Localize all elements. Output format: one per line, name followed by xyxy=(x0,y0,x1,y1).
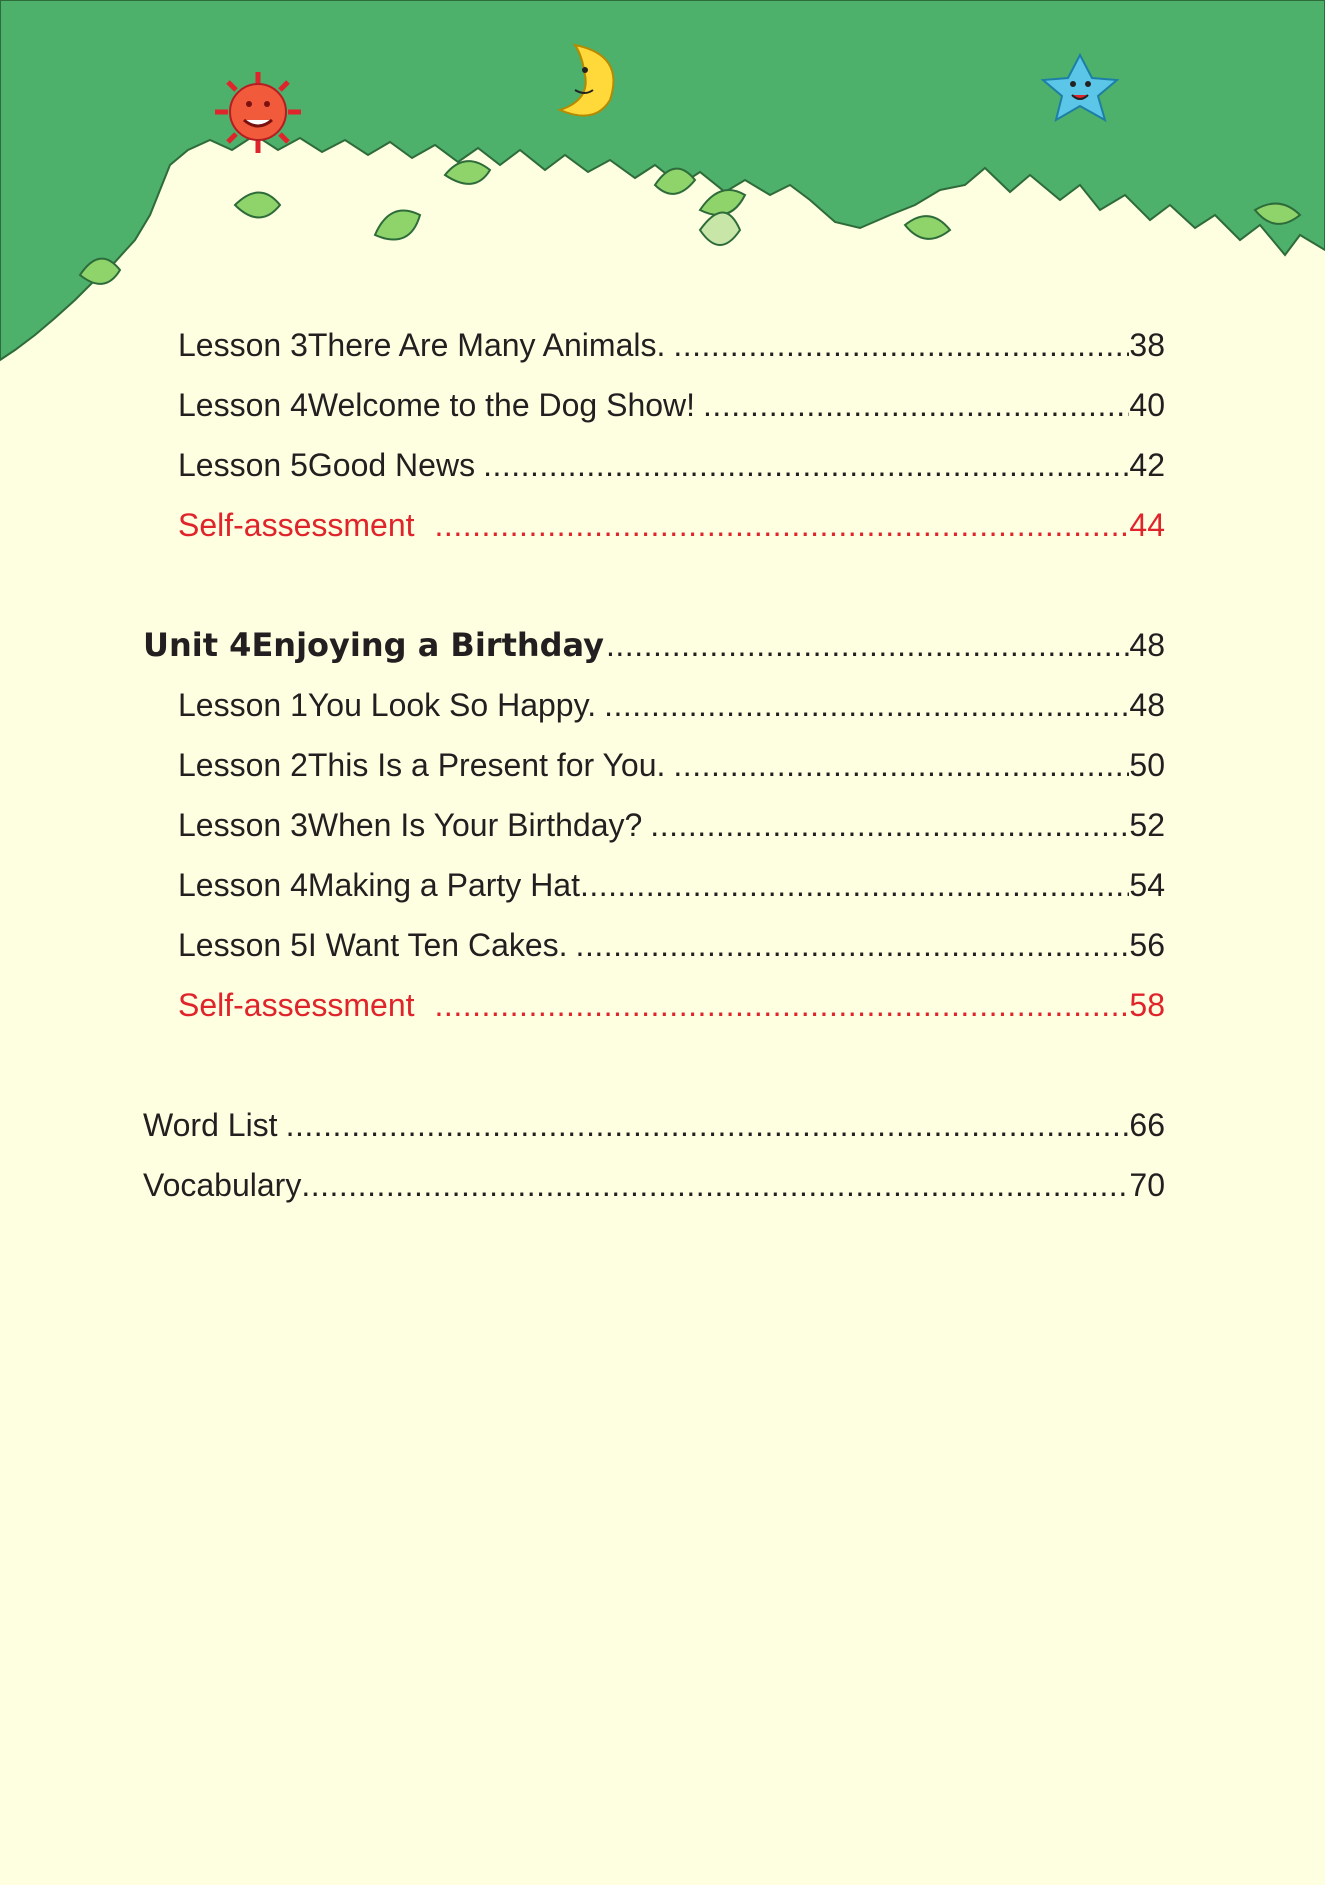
unit-label: Unit 4 xyxy=(143,626,252,664)
page-number: 50 xyxy=(1129,747,1165,783)
dot-leader xyxy=(673,315,1129,375)
toc-entry-unit3-lesson3[interactable] xyxy=(143,315,1165,375)
sun-icon xyxy=(215,72,301,153)
toc-entry-unit3-lesson5[interactable] xyxy=(143,435,1165,495)
dot-leader xyxy=(435,495,1130,555)
lesson-title: This Is a Present for You. xyxy=(307,747,666,783)
dot-leader xyxy=(301,1155,1129,1215)
leaf-icon xyxy=(700,213,740,246)
self-assessment-title: Self-assessment xyxy=(178,507,415,543)
dot-leader xyxy=(435,975,1130,1035)
dot-leader xyxy=(606,615,1129,675)
table-of-contents xyxy=(143,315,1165,1215)
toc-entry-word-list[interactable] xyxy=(143,1095,1165,1155)
lesson-title: I Want Ten Cakes. xyxy=(307,927,568,963)
lesson-title: Welcome to the Dog Show! xyxy=(307,387,696,423)
lesson-title: There Are Many Animals. xyxy=(307,327,666,363)
lesson-number: Lesson 1 xyxy=(178,687,308,723)
toc-entry-unit4-lesson4[interactable] xyxy=(143,855,1165,915)
back-matter-title: Word List xyxy=(143,1107,278,1143)
page-number: 42 xyxy=(1129,447,1165,483)
lesson-number: Lesson 4 xyxy=(178,867,308,903)
page-number: 48 xyxy=(1129,687,1165,723)
dot-leader xyxy=(483,435,1129,495)
self-assessment-title: Self-assessment xyxy=(178,987,415,1023)
lesson-number: Lesson 4 xyxy=(178,387,308,423)
section-spacer xyxy=(143,555,1165,615)
dot-leader xyxy=(580,855,1129,915)
toc-entry-unit4[interactable] xyxy=(143,615,1165,675)
toc-entry-unit3-lesson4[interactable] xyxy=(143,375,1165,435)
page-number: 58 xyxy=(1129,987,1165,1023)
dot-leader xyxy=(604,675,1129,735)
lesson-title: Good News xyxy=(307,447,476,483)
page-number: 48 xyxy=(1129,627,1165,663)
page-number: 38 xyxy=(1129,327,1165,363)
page-number: 54 xyxy=(1129,867,1165,903)
toc-entry-unit4-lesson2[interactable] xyxy=(143,735,1165,795)
toc-entry-unit3-self-assessment[interactable] xyxy=(143,495,1165,555)
lesson-number: Lesson 5 xyxy=(178,447,308,483)
lesson-number: Lesson 5 xyxy=(178,927,308,963)
lesson-number: Lesson 3 xyxy=(178,327,308,363)
toc-entry-unit4-self-assessment[interactable] xyxy=(143,975,1165,1035)
section-spacer xyxy=(143,1035,1165,1095)
dot-leader xyxy=(703,375,1129,435)
page-number: 44 xyxy=(1129,507,1165,543)
toc-entry-unit4-lesson5[interactable] xyxy=(143,915,1165,975)
back-matter-title: Vocabulary xyxy=(143,1167,302,1203)
page-number: 66 xyxy=(1129,1107,1165,1143)
toc-entry-unit4-lesson3[interactable] xyxy=(143,795,1165,855)
page-number: 52 xyxy=(1129,807,1165,843)
page-number: 70 xyxy=(1129,1167,1165,1203)
toc-entry-unit4-lesson1[interactable] xyxy=(143,675,1165,735)
dot-leader xyxy=(286,1095,1130,1155)
lesson-title: When Is Your Birthday? xyxy=(307,807,643,843)
lesson-title: Making a Party Hat xyxy=(307,867,580,903)
page-number: 56 xyxy=(1129,927,1165,963)
unit-title: Enjoying a Birthday xyxy=(251,626,605,664)
lesson-title: You Look So Happy. xyxy=(307,687,597,723)
page-number: 40 xyxy=(1129,387,1165,423)
toc-entry-vocabulary[interactable] xyxy=(143,1155,1165,1215)
lesson-number: Lesson 2 xyxy=(178,747,308,783)
dot-leader xyxy=(576,915,1130,975)
dot-leader xyxy=(650,795,1129,855)
lesson-number: Lesson 3 xyxy=(178,807,308,843)
dot-leader xyxy=(673,735,1129,795)
